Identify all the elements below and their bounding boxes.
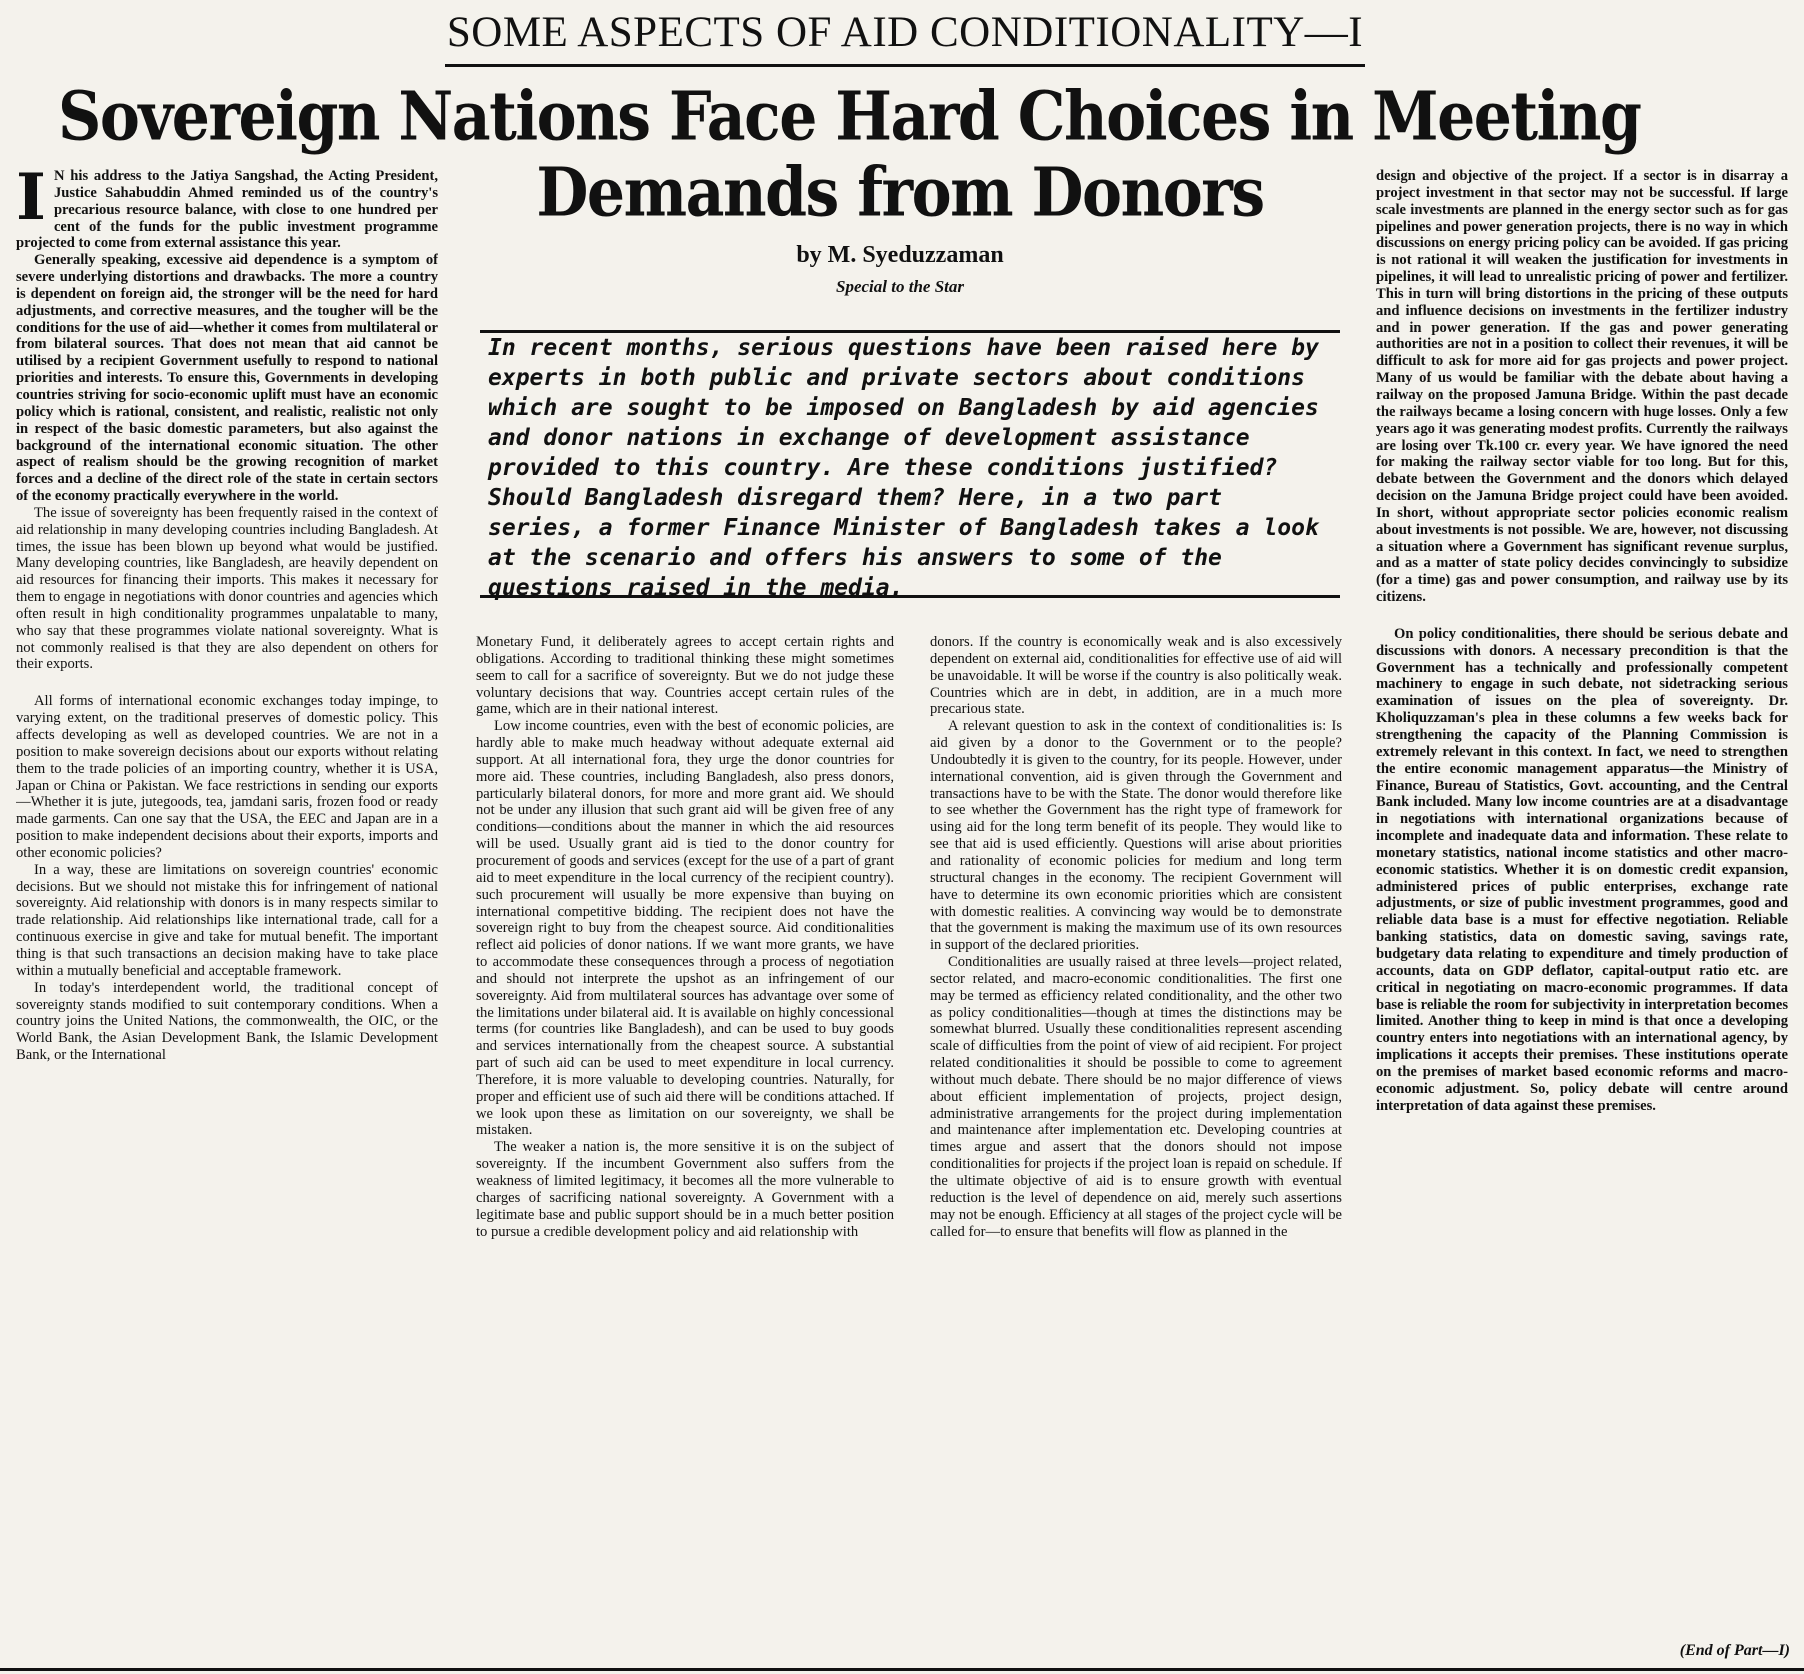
series-kicker: SOME ASPECTS OF AID CONDITIONALITY—I [445,4,1365,67]
byline: by M. Syeduzzaman [796,242,1004,268]
paragraph: N his address to the Jatiya Sangshad, the Acting President, Justice Sahabuddin Ahmed reminded us of the country's precarious resource balance, with close to one hundred per cent of the funds for the public investment programme projected to come from external assistance this year. [16,168,438,252]
paragraph: The issue of sovereignty has been frequently raised in the context of aid relationship in many developing countries including Bangladesh. At times, the issue has been blown up beyond what would be justified. Many developing countries, like Bangladesh, are heavily dependent on aid resources for financing their imports. This makes it necessary for them to engage in negotiations with donor countries and agencies which often result in high conditionality programmes unpalatable to many, who say that these programmes violate national sovereignty. What is not commonly realised is that they are also dependent on others for their exports. [16,504,438,673]
paragraph: Monetary Fund, it deliberately agrees to accept certain rights and obligations. According to traditional thinking these might sometimes seem to call for a sacrifice of sovereignty. But we do not judge these voluntary decisions that way. Countries accept certain rules of the game, which are in their national interest. [476,634,894,718]
drop-cap: I [16,168,46,235]
paragraph: design and objective of the project. If a sector is in disarray a project investment in that sector may not be successful. If large scale investments are planned in the energy sector such as for gas pipelines and power generation projects, there is no way in which discussions on energy pricing policy can be avoided. If gas pricing is not rational it will weaken the justification for investments in pipelines, it will lead to unrealistic pricing of power and fertilizer. This in turn will bring distortions in the pricing of these outputs and influence decisions on investments in the fertilizer industry and in power generation. If the gas and power generating authorities are not in a position to collect their revenues, it will be difficult to ask for more aid for gas projects and power project. Many of us would be familiar with the debate about having a railway on the proposed Jamuna Bridge. Within the past decade the railways became a losing concern with huge losses. Only a few years ago it was generating modest profits. Currently the railways are losing over Tk.100 cr. every year. We have ignored the need for making the railway sector viable for too long. But for this, debate between the Government and the donors which delayed decision on the Jamuna Bridge project could have been avoided. In short, without appropriate sector policies economic realism about investments is not possible. We are, however, not discussing a situation where a Government has significant revenue surplus, and as a matter of state policy decides convincingly to subsidize (for a time) gas and power consumption, and railway use by its citizens. [1376,168,1788,606]
bottom-rule [0,1668,1804,1671]
paragraph: In a way, these are limitations on sovereign countries' economic decisions. But we should not mistake this for infringement of national sovereignty. Aid relationship with donors is in many respects similar to trade relationship. Aid relationships like international trade, call for a continuous exercise in give and take for mutual benefit. The important thing is that such transactions an decision making have to take place within a mutually beneficial and acceptable framework. [16,861,438,979]
headline-line-2: Demands from Donors [536,154,1264,233]
paragraph: The weaker a nation is, the more sensitive it is on the subject of sovereignty. If the incumbent Government also suffers from the weakness of limited legitimacy, it becomes all the more vulnerable to charges of sacrificing national sovereignty. A Government with a legitimate base and public support should be in a much better position to pursue a credible development policy and aid relationship with [476,1139,894,1240]
paragraph: In today's interdependent world, the traditional concept of sovereignty stands modified to suit contemporary conditions. When a country joins the United Nations, the commonwealth, the OIC, or the World Bank, the Asian Development Bank, the Islamic Development Bank, or the International [16,979,438,1064]
paragraph: donors. If the country is economically weak and is also excessively dependent on external aid, conditionalities for effective use of aid will be unavoidable. It will be worse if the country is also politically weak. Countries which are in debt, in addition, are in a much more precarious state. [930,634,1342,718]
article-column-2 [476,634,894,1668]
paragraph: Conditionalities are usually raised at three levels—project related, sector related, and macro-economic conditionalities. The first one may be termed as efficiency related conditionality, and the other two as policy conditionalities—though at times the distinctions may be somewhat blurred. Usually these conditionalities represent ascending scale of difficulties from the point of view of aid recipient. For project related conditionalities it should be possible to come to agreement without much debate. There should be no major difference of views about efficient implementation of projects, project design, administrative arrangements for the project during implementation and maintenance after implementation etc. Developing countries at times argue and assert that the donors should not impose conditionalities for projects if the project loan is repaid on schedule. If the ultimate objective of aid is to ensure growth with eventual reduction is the level of dependence on aid, merely such assertions may not be enough. Efficiency at all stages of the project cycle will be called for—to ensure that benefits will flow as planned in the [930,954,1342,1240]
paragraph: Generally speaking, excessive aid dependence is a symptom of severe underlying distortions and drawbacks. The more a country is dependent on foreign aid, the stronger will be the need for hard adjustments, and corrective measures, and the tougher will be the conditions for the use of aid—whether it comes from multilateral or from bilateral sources. That does not mean that aid cannot be utilised by a recipient Government usefully to respond to national priorities and interests. To ensure this, Governments in developing countries striving for socio-economic uplift must have an economic policy which is rational, consistent, and realistic, realistic not only in respect of the basic domestic parameters, but also against the background of the international economic situation. The other aspect of realism should be the growing recognition of market forces and a decline of the direct role of the state in certain sectors of the economy practically everywhere in the world. [16,252,438,505]
paragraph: All forms of international economic exchanges today impinge, to varying extent, on the traditional preserves of domestic policy. This affects developing as well as developed countries. We are not in a position to make sovereign decisions about our exports without relating them to the trade policies of an importing country, whether it is USA, Japan or China or Pakistan. We face restrictions in sending our exports—Whether it is jute, jutegoods, tea, jamdani saris, frozen food or ready made garments. Can one say that the USA, the EEC and Japan are in a position to make independent decisions about their exports, imports and other economic policies? [16,693,438,861]
headline-line-1: Sovereign Nations Face Hard Choices in Meeting [58,78,1641,157]
tagline: Special to the Star [836,277,964,296]
paragraph: Low income countries, even with the best of economic policies, are hardly able to make much headway without adequate external aid support. At all international fora, they urge the donor countries for more aid. These countries, including Bangladesh, also press donors, particularly bilateral donors, for more and more grant aid. We should not be under any illusion that such grant aid will be given free of any conditions—conditions about the manner in which the aid resources will be used. Usually grant aid is tied to the donor country for procurement of goods and services (except for the use of a part of grant aid to meet expenditure in the local currency of the recipient country). such procurement will usually be more expensive than buying on international competitive bidding. The recipient does not have the sovereign right to buy from the cheapest source. Aid conditionalities reflect aid policies of donor nations. If we want more grants, we have to accommodate these consequences through a process of negotiation and should not interprete the upshot as an infringement of our sovereignty. Aid from multilateral sources has advantage over some of the limitations under bilateral aid. It is available on highly concessional terms (for countries like Bangladesh), and can be used to buy goods and services internationally from the cheapest source. A substantial part of such aid can be used to meet expenditure in local currency. Therefore, it is more valuable to developing countries. Naturally, for proper and efficient use of such aid there will be conditions attached. If we look upon these as limitation on our sovereignty, we shall be mistaken. [476,718,894,1139]
paragraph: On policy conditionalities, there should be serious debate and discussions with donors. A necessary precondition is that the Government has a technically and professionally competent machinery to engage in such debate, not sidetracking serious examination of issues on the plea of sovereignty. Dr. Kholiquzzaman's plea in these columns a few weeks back for strengthening the capacity of the Planning Commission is extremely relevant in this context. In fact, we need to strengthen the entire economic management apparatus—the Ministry of Finance, Bureau of Statistics, Govt. accounting, and the Central Bank included. Many low income countries are at a disadvantage in negotiations with international organizations because of incomplete and inadequate data and information. These relate to monetary statistics, national income statistics and other macro-economic statistics. Whether it is on domestic credit expansion, administered prices of public enterprises, exchange rate adjustments, or size of public investment programmes, good and reliable data base is a must for effective negotiation. Reliable banking statistics, data on domestic saving, savings rate, budgetary data relating to expenditure and timely production of accounts, data on GDP deflator, capital-output ratio etc. are critical in negotiating on macro-economic programmes. If data base is reliable the room for subjectivity in interpretation becomes limited. Another thing to keep in mind is that once a developing country enters into negotiations with an international agency, by implications it accepts their premises. These institutions operate on the premises of market based economic reforms and macro-economic adjustment. So, policy debate will centre around interpretation of data against these premises. [1376,625,1788,1114]
standfirst: In recent months, serious questions have been raised here by experts in both public and private sectors about conditions which are sought to be imposed on Bangladesh by aid agencies and donor nations in exchange of development assistance provided to this country. Are these conditions justified? Should Bangladesh disregard them? Here, in a two part series, a former Finance Minister of Bangladesh takes a look at the scenario and offers his answers to some of the questions raised in the media. [480,330,1340,598]
article-column-3 [930,634,1342,1668]
article-column-1 [16,168,438,1666]
article-column-4 [1376,168,1788,1666]
paragraph: A relevant question to ask in the context of conditionalities is: Is aid given by a donor to the Government or to the people? Undoubtedly it is given to the country, for its people. However, under international convention, aid is given through the Government and transactions have to be with the State. The donor would therefore like to see whether the Government has the right type of framework for using aid for the long term benefit of its people. They would like to see that aid is used efficiently. Questions will arise about priorities and rationality of economic policies for medium and long term structural changes in the economy. The recipient Government will have to determine its own economic priorities which are consistent with domestic realities. A convincing way would be to demonstrate that the government is making the maximum use of its own resources in support of the declared priorities. [930,718,1342,954]
end-of-part-mark: (End of Part—I) [1679,1642,1790,1659]
